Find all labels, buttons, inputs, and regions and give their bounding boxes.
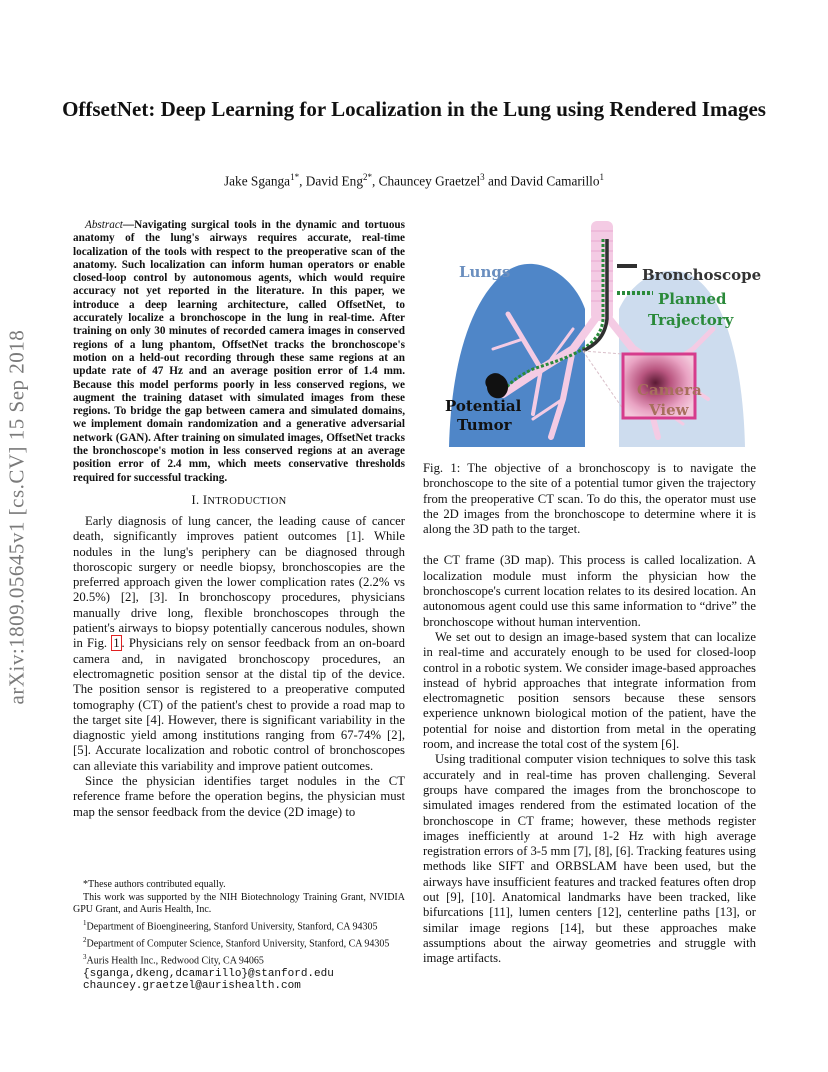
section-heading-introduction: I. INTRODUCTION: [191, 492, 287, 507]
footnote-affiliation-1: $^1$Department of Bioengineering, Stanford University, Stanford, CA 94305: [83, 918, 378, 933]
right-paragraph-2: We set out to design an image-based system that can localize in real-time and accurately enough to be used for closed-loop control in a robotic system. We consider image-based approaches instead of hybrid approaches that integrate information from electromagnetic position sensors because these sensors experience unknown biological motion of the patient, have the potential for noise and distortion from metal in the operating room, and increase the total cost of the system [6].: [423, 629, 756, 752]
label-lungs: Lungs: [459, 263, 511, 281]
label-planned: Planned: [658, 290, 727, 308]
right-paragraph-3: Using traditional computer vision techniques to solve this task accurately and in real-time has proven challenging. Several groups have compared the images from the bronchoscope to simulated images rendered from the estimated location of the bronchoscope in CT frame; however, these methods register images inefficiently at around 1-2 Hz with high average registration errors of 3-5 mm [7], [8], [6]. Tracking features using methods like SIFT and ORBSLAM have been used, but the airways have insufficient features and tracked features often drop out [9], [10]. Anatomical landmarks have been tracked, like bifurcations [11], lumen centers [12], centerline paths [13], or similar image regions [14], but these approaches make assumptions about the airway geometries and struggle with image artifacts.: [423, 752, 756, 966]
figure-1-caption: Fig. 1: The objective of a bronchoscopy is to navigate the bronchoscope to the site of a potential tumor given the trajectory from the preoperative CT scan. To do this, the operator must use the 2D images from the bronchoscope to determine where it is along the 3D path to the target.: [423, 461, 756, 537]
intro-paragraph-1: Early diagnosis of lung cancer, the leading cause of cancer death, significantly improves patient outcomes [1]. While nodules in the lung's periphery can be diagnosed through thoroscopic surgery or needle biopsy, bronchoscopies are the preferred approach given the lower complication rates (2.2% vs 20.5%) [2], [3]. In bronchoscopy procedures, physicians manually drive long, flexible bronchoscopes through the patient's airways to biopsy potentially cancerous nodules, shown in Fig. 1 . Physicians rely on sensor feedback from an on-board camera and, in navigated bronchoscopy procedures, an electromagnetic position sensor at the distal tip of the device. The position sensor is registered to a preoperative computed tomography (CT) of the patient's chest to provide a road map to the target site [4]. However, there is significant variability in the diagnostic yield among institutions ranging from 67-74% [2], [5]. Accurate localization and robotic control of bronchoscopes can alleviate this variability and improve patient outcomes.: [73, 513, 405, 773]
label-view: View: [649, 401, 689, 419]
author-name: David Eng: [305, 173, 363, 189]
label-potential: Potential: [445, 397, 522, 415]
author-affiliation-mark: 1: [599, 172, 605, 182]
author-name: Jake Sganga: [223, 173, 291, 189]
author-name: Chauncey Graetzel: [378, 173, 481, 189]
abstract-text: Navigating surgical tools in the dynamic and tortuous anatomy of the lung's airways requires accurate, real-time localization of the tools with respect to the preoperative scan of the anatomy. Such localization can inform human operators or enable closed-loop control by autonomous agents, which would require accuracy not yet reported in the literature. In this paper, we introduce a deep learning architecture, called OffsetNet, to accurately localize a bronchoscope in the lung in real-time. After training on only 30 minutes of recorded camera images in conserved regions of a lung phantom, OffsetNet tracks the bronchoscope's motion on a held-out recording through these same regions at an update rate of 47 Hz and an average position error of 1.4 mm. Because this model performs poorly in less conserved regions, we augment the training dataset with simulated images from these regions. To bridge the gap between camera and simulated domains, we implement domain randomization and a generative adversarial network (GAN). After training on simulated images, OffsetNet tracks the bronchoscope's motion in less conserved regions at an average position error of 2.4 mm, which meets conservative thresholds required for successful tracking.: [73, 219, 405, 484]
intro-paragraph-2: Since the physician identifies target nodules in the CT reference frame before the operation begins, the physician must map the sensor feedback from the device (2D image) to: [73, 773, 405, 819]
author-name: David Camarillo: [510, 173, 600, 189]
footnote-support: This work was supported by the NIH Biotechnology Training Grant, NVIDIA GPU Grant, and Auris Health, Inc.: [73, 891, 405, 916]
author-separator: ,: [299, 173, 306, 189]
footnote-equal-contribution: *These authors contributed equally.: [83, 879, 226, 890]
footnote-email-stanford: {sganga,dkeng,dcamarillo}@stanford.edu: [83, 967, 334, 980]
author-separator: ,: [371, 173, 379, 189]
label-bronchoscope: Bronchoscope: [642, 266, 762, 284]
footnote-affiliation-3: $^3$Auris Health Inc., Redwood City, CA 94065: [83, 952, 264, 966]
author-affiliation-mark: 3: [480, 172, 485, 182]
label-trajectory: Trajectory: [648, 311, 734, 329]
author-affiliation-mark: 1*: [290, 172, 300, 182]
camera-connector: [583, 351, 623, 409]
footnotes: [73, 879, 405, 993]
footnote-affiliation-2: $^2$Department of Computer Science, Stanford University, Stanford, CA 94305: [83, 935, 390, 950]
paper-title: OffsetNet: Deep Learning for Localization in the Lung using Rendered Images: [62, 97, 766, 121]
author-list: [60, 172, 768, 189]
left-column: [73, 219, 405, 820]
right-column: [423, 219, 762, 967]
author-separator: and: [484, 173, 511, 189]
abstract: [73, 219, 405, 485]
abstract-dash: —: [122, 219, 135, 231]
figure-1-link[interactable]: 1: [113, 636, 120, 651]
right-paragraph-1: the CT frame (3D map). This process is called localization. A localization module must inform the physician how the bronchoscope's current location relates to its desired location. An autonomous agent could use this same information to “drive” the bronchoscope without human intervention.: [423, 553, 756, 629]
arxiv-identifier: arXiv:1809.05645v1 [cs.CV] 15 Sep 2018: [4, 329, 29, 705]
label-tumor: Tumor: [457, 416, 512, 434]
figure-1: [423, 219, 762, 451]
abstract-label: Abstract: [85, 219, 123, 231]
footnote-email-auris: chauncey.graetzel@aurishealth.com: [83, 980, 301, 993]
label-camera: Camera: [637, 381, 702, 399]
author-affiliation-mark: 2*: [362, 172, 372, 182]
